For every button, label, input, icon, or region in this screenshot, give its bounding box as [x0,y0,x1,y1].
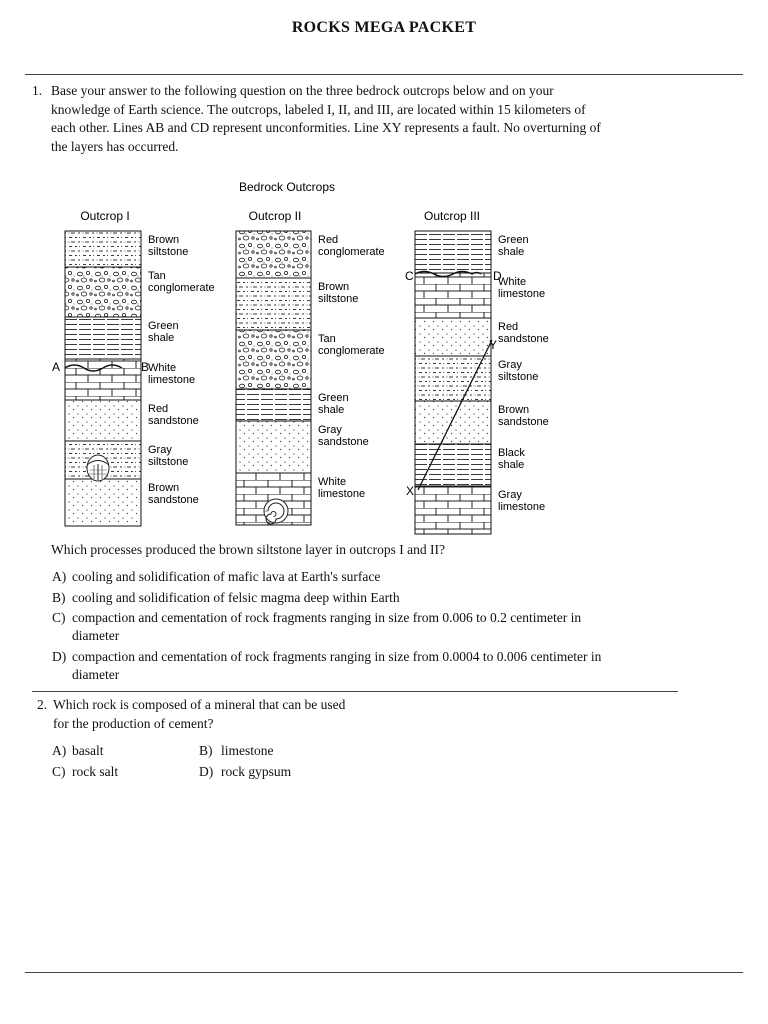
rock-layer-shale [65,317,141,359]
answer-option-d[interactable] [52,648,732,684]
rock-layer-label: Red conglomerate [318,234,385,258]
rock-layer-sandstone [65,479,141,526]
option-text: diameter [72,667,120,682]
rock-layer-label: Tan conglomerate [318,333,385,357]
rock-layer-label: Red sandstone [498,321,549,345]
answer-option-c[interactable] [52,763,192,781]
rock-layer-silt [415,356,491,401]
rock-layer-sandstone [415,401,491,444]
outcrop-title: Outcrop I [80,209,130,223]
rock-layer-label: White limestone [318,476,366,500]
page-title: ROCKS MEGA PACKET [291,19,477,36]
rock-layer-sandstone [65,400,141,441]
option-text: cooling and solidification of felsic magma deep within Earth [72,590,400,605]
rock-layer-label: Red sandstone [148,403,199,427]
stem-line: Which rock is composed of a mineral that can be used [53,697,346,712]
rock-layer-label: Brown sandstone [498,404,549,428]
option-label: B) [199,743,213,758]
trilobite-fossil-icon [87,455,109,481]
question-1 [32,82,732,157]
rock-layer-limestone [415,486,491,534]
option-label: D) [199,764,214,779]
rock-layer-conglomerate [236,330,311,389]
ammonite-fossil-icon [264,499,288,524]
rock-layer-label: Brown sandstone [148,482,199,506]
rock-layer-label: Green shale [148,320,179,344]
divider-top [25,74,743,75]
option-label: C) [52,764,66,779]
question-2 [37,696,437,736]
stem-line: for the production of cement? [53,715,214,731]
point-label-c: C [405,269,414,283]
rock-layer-silt [236,278,311,330]
answer-option-a[interactable] [52,568,732,586]
option-text: rock gypsum [221,764,292,779]
rock-layer-conglomerate [65,267,141,317]
rock-layer-sandstone [415,318,491,356]
outcrop-title: Outcrop II [248,209,302,223]
option-label: A) [52,743,67,758]
point-label-x: X [406,484,415,498]
option-label: C) [52,610,66,625]
rock-layer-conglomerate [236,231,311,278]
rock-layer-label: Black shale [498,447,525,471]
rock-layer-shale [415,231,491,273]
option-text: compaction and cementation of rock fragments ranging in size from 0.006 to 0.2 centimeter in [72,610,582,625]
figure-title: Bedrock Outcrops [238,180,336,194]
answer-option-d[interactable] [199,763,359,781]
question-number: 1. [32,83,43,98]
divider-bottom [25,972,743,973]
rock-layer-sandstone [236,421,311,473]
rock-layer-label: White limestone [148,362,196,386]
rock-layer-label: Green shale [318,392,349,416]
rock-layer-label: White limestone [498,276,546,300]
divider-q1-q2 [32,691,678,692]
question-stem [51,82,731,156]
rock-layer-label: Tan conglomerate [148,270,215,294]
question-1-prompt: Which processes produced the brown siltstone layer in outcrops I and II? [51,542,446,557]
rock-layer-label: Gray siltstone [148,444,189,468]
rock-layer-label: Gray siltstone [498,359,539,383]
option-text: diameter [72,628,120,643]
point-label-a: A [52,360,61,374]
option-text: limestone [221,743,274,758]
rock-layer-silt [65,231,141,267]
rock-layer-label: Brown siltstone [318,281,359,305]
rock-layer-label: Gray limestone [498,489,546,513]
option-label: A) [52,569,67,584]
option-text: compaction and cementation of rock fragments ranging in size from 0.0004 to 0.006 centimeter in [72,649,602,664]
point-label-b: B [141,360,150,374]
rock-layer-label: Gray sandstone [318,424,369,448]
answer-option-b[interactable] [199,742,359,760]
question-stem [53,696,433,733]
point-label-y: Y [489,338,498,352]
rock-layer-shale [415,444,491,486]
option-text: cooling and solidification of mafic lava at Earth's surface [72,569,381,584]
stem-line: each other. Lines AB and CD represent unconformities. Line XY represents a fault. No overturning of [51,120,601,135]
bedrock-outcrops-figure [40,172,600,542]
stem-line: knowledge of Earth science. The outcrops, labeled I, II, and III, are located within 15 kilometers of [51,101,586,117]
rock-layer-label: Green shale [498,234,529,258]
answer-option-a[interactable] [52,742,192,760]
answer-option-c[interactable] [52,609,732,645]
option-label: D) [52,649,67,664]
option-text: basalt [72,743,104,758]
question-number: 2. [37,697,48,712]
stem-line: Base your answer to the following question on the three bedrock outcrops below and on your [51,83,554,98]
answer-option-b[interactable] [52,589,732,607]
rock-layer-shale [236,389,311,421]
outcrop-title: Outcrop III [423,209,481,223]
stem-line: the layers has occurred. [51,138,179,154]
rock-layer-limestone [415,273,491,318]
point-label-d: D [493,269,502,283]
option-text: rock salt [72,764,119,779]
rock-layer-label: Brown siltstone [148,234,189,258]
option-label: B) [52,590,66,605]
